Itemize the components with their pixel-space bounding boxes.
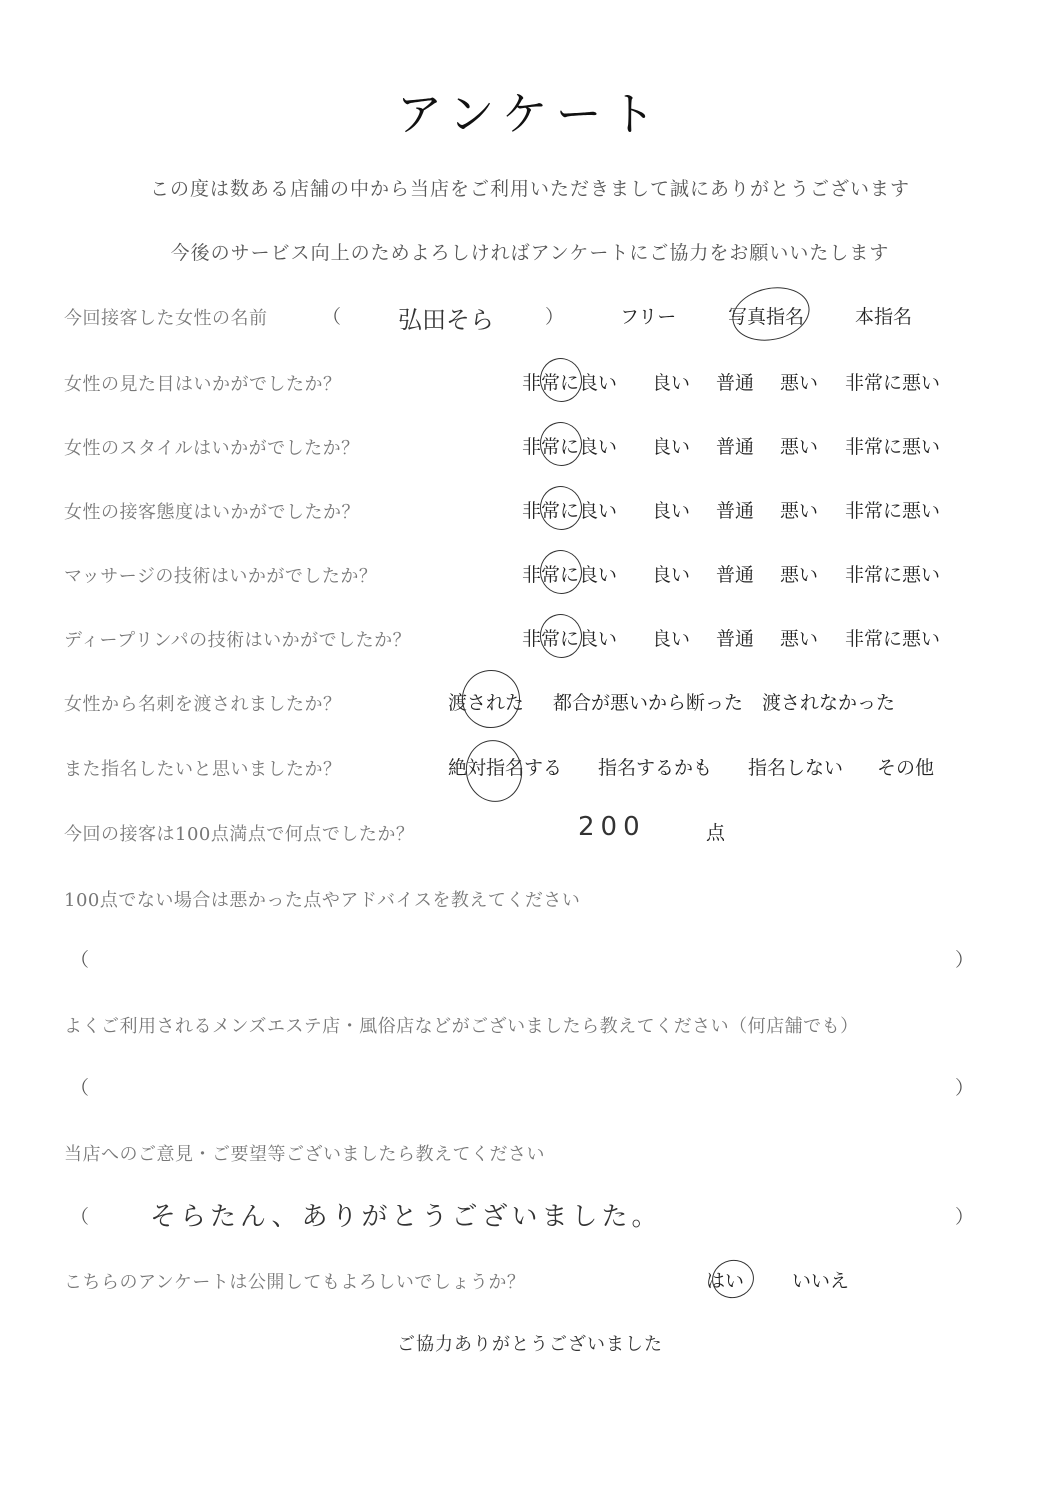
selected-circle-mark	[536, 546, 586, 598]
rating-option-very-bad[interactable]: 非常に悪い	[845, 436, 941, 458]
feedback-question: 当店へのご意見・ご要望等ございましたら教えてください	[64, 1144, 545, 1165]
option-yes[interactable]: はい	[706, 1270, 745, 1292]
rating-option-very-bad[interactable]: 非常に悪い	[845, 628, 941, 650]
repeat-question: また指名したいと思いましたか？	[64, 759, 342, 780]
option-definitely[interactable]: 絶対指名する	[448, 757, 563, 779]
selected-circle-mark	[536, 354, 586, 406]
rating-option-very-bad[interactable]: 非常に悪い	[845, 500, 941, 522]
name-question: 今回接客した女性の名前	[64, 308, 268, 329]
selected-circle-mark	[536, 418, 586, 470]
advice-question: 100点でない場合は悪かった点やアドバイスを教えてください	[64, 890, 581, 911]
survey-title: アンケート	[396, 87, 664, 141]
rating-option-very-bad[interactable]: 非常に悪い	[845, 372, 941, 394]
rating-option-bad[interactable]: 悪い	[780, 500, 819, 522]
advice-open-paren: （	[70, 949, 90, 971]
rating-option-very-bad[interactable]: 非常に悪い	[845, 564, 941, 586]
name-open-paren: （	[322, 306, 342, 328]
option-declined[interactable]: 都合が悪いから断った	[553, 692, 744, 714]
rating-option-good[interactable]: 良い	[652, 564, 691, 586]
rating-option-bad[interactable]: 悪い	[780, 564, 819, 586]
rating-option-very-good[interactable]: 非常に良い	[522, 500, 618, 522]
selected-circle-mark	[460, 735, 528, 807]
other-shops-question: よくご利用されるメンズエステ店・風俗店などがございましたら教えてください（何店舗でも）	[64, 1016, 859, 1037]
rating-question: ディープリンパの技術はいかがでしたか？	[64, 630, 412, 651]
rating-option-normal[interactable]: 普通	[716, 628, 755, 650]
meishi-question: 女性から名刺を渡されましたか？	[64, 694, 342, 715]
rating-option-bad[interactable]: 悪い	[780, 628, 819, 650]
option-received[interactable]: 渡された	[448, 692, 525, 714]
selected-circle-mark	[709, 1256, 758, 1302]
other-shops-open-paren: （	[70, 1077, 90, 1099]
rating-question: 女性の見た目はいかがでしたか？	[64, 374, 342, 395]
option-free[interactable]: フリー	[620, 306, 677, 328]
option-not-received[interactable]: 渡されなかった	[762, 692, 896, 714]
option-other[interactable]: その他	[877, 757, 935, 779]
feedback-answer[interactable]: そらたん、ありがとうございました。	[150, 1202, 662, 1232]
selected-circle-mark	[536, 610, 586, 662]
name-answer[interactable]: 弘田そら	[398, 306, 494, 334]
option-hon-shimei[interactable]: 本指名	[855, 306, 913, 328]
feedback-open-paren: （	[70, 1206, 90, 1228]
rating-question: マッサージの技術はいかがでしたか？	[64, 566, 378, 587]
rating-option-good[interactable]: 良い	[652, 436, 691, 458]
rating-option-good[interactable]: 良い	[652, 628, 691, 650]
score-unit: 点	[706, 822, 726, 844]
option-photo-shimei[interactable]: 写真指名	[728, 306, 805, 328]
rating-option-very-good[interactable]: 非常に良い	[522, 628, 618, 650]
rating-option-very-good[interactable]: 非常に良い	[522, 564, 618, 586]
rating-option-normal[interactable]: 普通	[716, 436, 755, 458]
score-question: 今回の接客は100点満点で何点でしたか？	[64, 824, 415, 845]
option-no[interactable]: いいえ	[792, 1270, 850, 1292]
rating-option-very-good[interactable]: 非常に良い	[522, 436, 618, 458]
rating-option-normal[interactable]: 普通	[716, 372, 755, 394]
feedback-close-paren: ）	[955, 1206, 975, 1228]
selected-circle-mark	[457, 665, 526, 734]
option-no[interactable]: 指名しない	[748, 757, 844, 779]
selected-circle-mark	[727, 280, 814, 347]
other-shops-close-paren: ）	[955, 1077, 975, 1099]
option-maybe[interactable]: 指名するかも	[598, 757, 713, 779]
rating-question: 女性のスタイルはいかがでしたか？	[64, 438, 360, 459]
publish-question: こちらのアンケートは公開してもよろしいでしょうか？	[64, 1272, 526, 1293]
rating-option-bad[interactable]: 悪い	[780, 436, 819, 458]
rating-option-normal[interactable]: 普通	[716, 500, 755, 522]
name-close-paren: ）	[545, 306, 565, 328]
rating-option-good[interactable]: 良い	[652, 500, 691, 522]
rating-option-very-good[interactable]: 非常に良い	[522, 372, 618, 394]
thanks-footer: ご協力ありがとうございました	[397, 1334, 663, 1355]
intro-line-1: この度は数ある店舗の中から当店をご利用いただきまして誠にありがとうございます	[149, 178, 910, 200]
rating-option-bad[interactable]: 悪い	[780, 372, 819, 394]
score-answer[interactable]: 200	[578, 812, 646, 842]
intro-line-2: 今後のサービス向上のためよろしければアンケートにご協力をお願いいたします	[170, 242, 890, 264]
selected-circle-mark	[536, 482, 586, 534]
rating-question: 女性の接客態度はいかがでしたか？	[64, 502, 360, 523]
rating-option-good[interactable]: 良い	[652, 372, 691, 394]
rating-option-normal[interactable]: 普通	[716, 564, 755, 586]
advice-close-paren: ）	[955, 949, 975, 971]
